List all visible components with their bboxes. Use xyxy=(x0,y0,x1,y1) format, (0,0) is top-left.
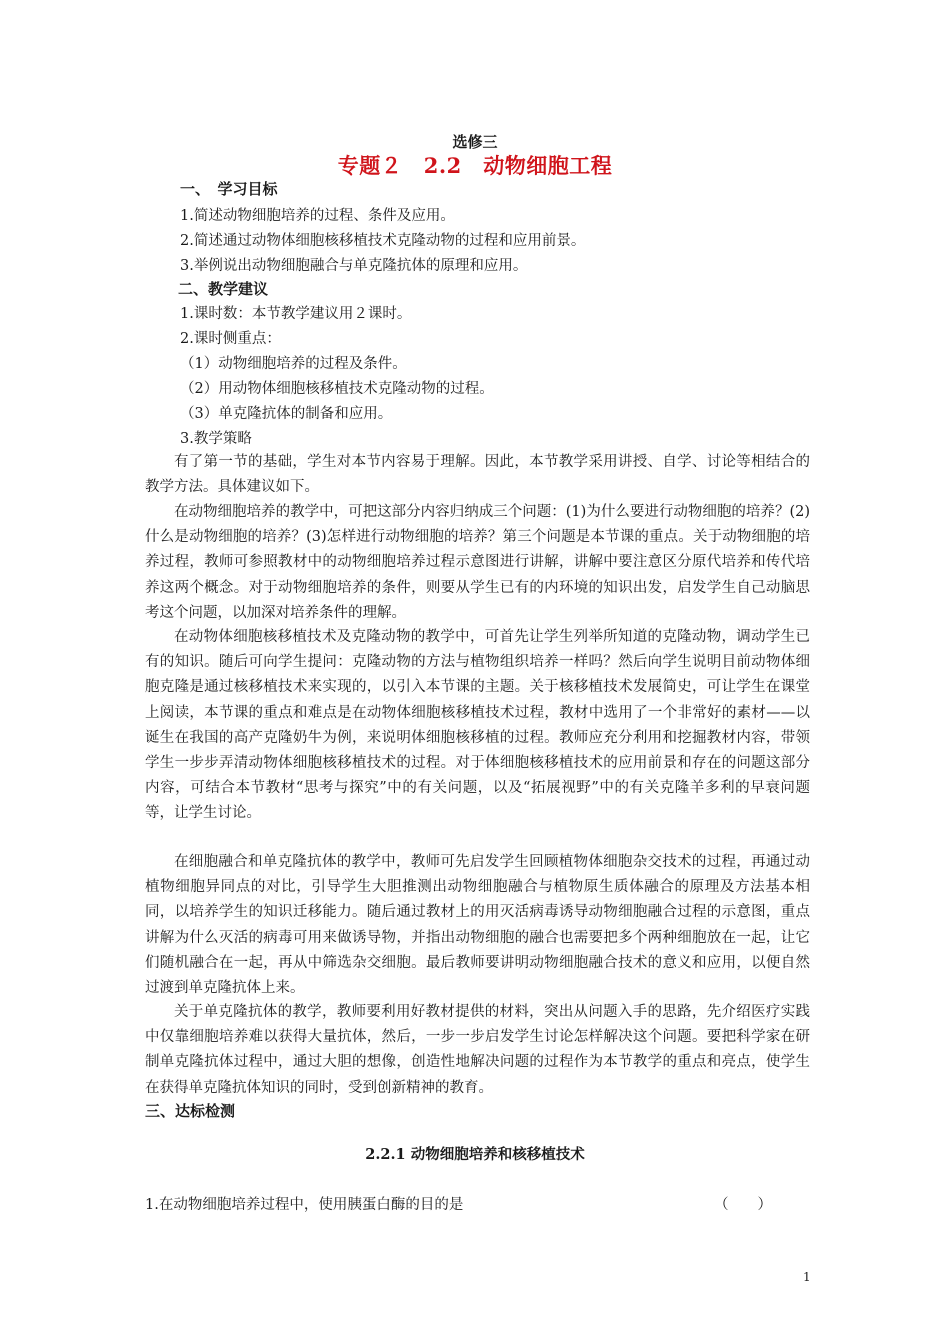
strategy-paragraph: 在动物体细胞核移植技术及克隆动物的教学中，可首先让学生列举所知道的克隆动物，调动学生已有的知识。随后可向学生提问：克隆动物的方法与植物组织培养一样吗？然后向学生说明目前动物体细胞克隆是通过核移植技术来实现的，以引入本节课的主题。关于核移植技术发展简史，可让学生在课堂上阅读，本节课的重点和难点是在动物体细胞核移植技术过程，教材中选用了一个非常好的素材——以诞生在我国的高产克隆奶牛为例，来说明体细胞核移植的过程。教师应充分利用和挖掘教材内容，带领学生一步步弄清动物体细胞核移植技术的过程。对于体细胞核移植技术的应用前景和存在的问题这部分内容，可结合本节教材“思考与探究”中的有关问题，以及“拓展视野”中的有关克隆羊多利的早衰问题等，让学生讨论。 xyxy=(145,629,810,822)
focus-item: （2）用动物体细胞核移植技术克隆动物的过程。 xyxy=(180,381,494,397)
strategy-paragraph: 关于单克隆抗体的教学，教师要利用好教材提供的材料，突出从问题入手的思路，先介绍医疗实践中仅靠细胞培养难以获得大量抗体，然后，一步一步启发学生讨论怎样解决这个问题。要把科学家在研制单克隆抗体过程中，通过大胆的想像，创造性地解决问题的过程作为本节教学的重点和亮点，使学生在获得单克隆抗体知识的同时，受到创新精神的教育。 xyxy=(145,1004,810,1096)
objective-item: 2.简述通过动物体细胞核移植技术克隆动物的过程和应用前景。 xyxy=(180,233,586,249)
section-heading-objectives: 一、 学习目标 xyxy=(180,180,278,198)
test-subtitle: 2.2.1 动物细胞培养和核移植技术 xyxy=(365,1146,585,1163)
strategy-paragraph: 在动物细胞培养的教学中，可把这部分内容归纳成三个问题：(1)为什么要进行动物细胞的培养？(2)什么是动物细胞的培养？(3)怎样进行动物细胞的培养？第三个问题是本节课的重点。关于动物细胞的培养过程，教师可参照教材中的动物细胞培养过程示意图进行讲解，讲解中要注意区分原代培养和传代培养这两个概念。对于动物细胞培养的条件，则要从学生已有的内环境的知识出发，启发学生自己动脑思考这个问题，以加深对培养条件的理解。 xyxy=(145,504,810,621)
focus-item: （3）单克隆抗体的制备和应用。 xyxy=(180,406,393,422)
answer-blank: （ ） xyxy=(714,1197,772,1213)
focus-item: （1）动物细胞培养的过程及条件。 xyxy=(180,356,407,372)
course-label: 选修三 xyxy=(452,133,498,151)
section-heading-test: 三、达标检测 xyxy=(145,1102,236,1120)
question-text: 1.在动物细胞培养过程中，使用胰蛋白酶的目的是 xyxy=(145,1197,464,1213)
focus-label: 2.课时侧重点： xyxy=(180,331,281,347)
strategy-paragraph: 有了第一节的基础，学生对本节内容易于理解。因此，本节教学采用讲授、自学、讨论等相结合的教学方法。具体建议如下。 xyxy=(145,454,810,496)
section-heading-teaching: 二、教学建议 xyxy=(178,280,269,298)
strategy-label: 3.教学策略 xyxy=(180,431,252,447)
objective-item: 3.举例说出动物细胞融合与单克隆抗体的原理和应用。 xyxy=(180,258,528,274)
page-title: 专题２ 2.2 动物细胞工程 xyxy=(337,153,613,178)
objective-item: 1.简述动物细胞培养的过程、条件及应用。 xyxy=(180,208,455,224)
page-number: 1 xyxy=(803,1270,811,1284)
strategy-paragraph: 在细胞融合和单克隆抗体的教学中，教师可先启发学生回顾植物体细胞杂交技术的过程，再通过动植物细胞异同点的对比，引导学生大胆推测出动物细胞融合与植物原生质体融合的原理及方法基本相同，以培养学生的知识迁移能力。随后通过教材上的用灭活病毒诱导动物细胞融合过程的示意图，重点讲解为什么灭活的病毒可用来做诱导物，并指出动物细胞的融合也需要把多个两种细胞放在一起，让它们随机融合在一起，再从中筛选杂交细胞。最后教师要讲明动物细胞融合技术的意义和应用，以便自然过渡到单克隆抗体上来。 xyxy=(145,854,810,997)
class-hours: 1.课时数：本节教学建议用２课时。 xyxy=(180,306,412,322)
